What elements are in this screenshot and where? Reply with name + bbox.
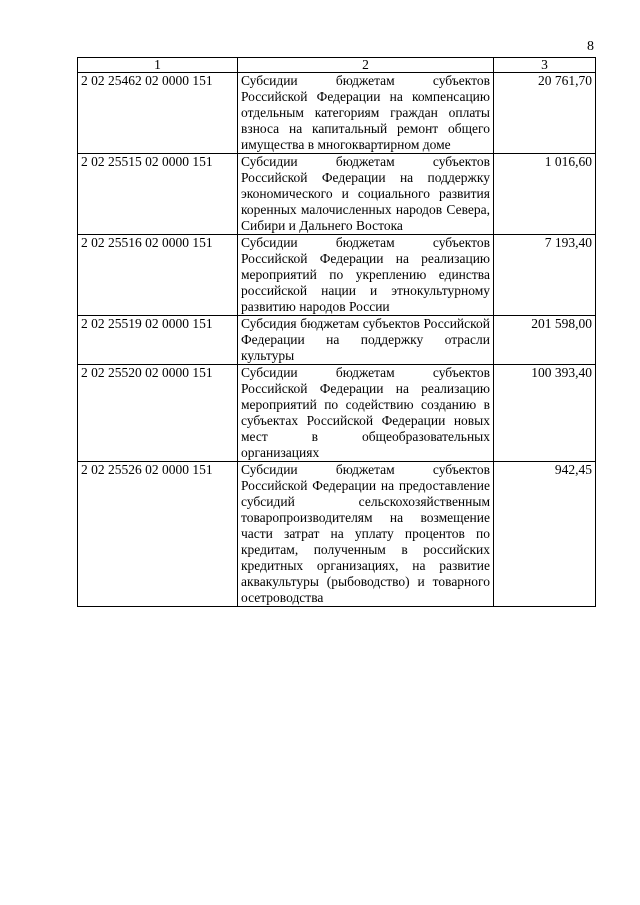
subsidy-description: Субсидия бюджетам субъектов Российской Федерации на поддержку отрасли культуры: [238, 316, 494, 365]
table-row: [78, 154, 596, 235]
table-row: [78, 316, 596, 365]
budget-code: 2 02 25519 02 0000 151: [78, 316, 238, 365]
budget-code: 2 02 25462 02 0000 151: [78, 73, 238, 154]
table-row: [78, 73, 596, 154]
budget-code: 2 02 25526 02 0000 151: [78, 462, 238, 607]
table-row: [78, 462, 596, 607]
amount: 20 761,70: [494, 73, 596, 154]
amount: 201 598,00: [494, 316, 596, 365]
subsidy-description: Субсидии бюджетам субъектов Российской Федерации на реализацию мероприятий по содействию созданию в субъектах Российской Федерации новых мест в общеобразовательных организациях: [238, 365, 494, 462]
column-header-description: 2: [238, 58, 494, 73]
amount: 942,45: [494, 462, 596, 607]
column-header-amount: 3: [494, 58, 596, 73]
table-header-row: [78, 58, 596, 73]
table-row: [78, 235, 596, 316]
subsidy-description: Субсидии бюджетам субъектов Российской Федерации на поддержку экономического и социального развития коренных малочисленных народов Севера, Сибири и Дальнего Востока: [238, 154, 494, 235]
table-row: [78, 365, 596, 462]
amount: 100 393,40: [494, 365, 596, 462]
amount: 1 016,60: [494, 154, 596, 235]
column-header-code: 1: [78, 58, 238, 73]
subsidy-description: Субсидии бюджетам субъектов Российской Федерации на реализацию мероприятий по укреплению единства российской нации и этнокультурному развитию народов России: [238, 235, 494, 316]
budget-code: 2 02 25516 02 0000 151: [78, 235, 238, 316]
amount: 7 193,40: [494, 235, 596, 316]
subsidy-description: Субсидии бюджетам субъектов Российской Федерации на предоставление субсидий сельскохозяйственным товаропроизводителям на возмещение части затрат на уплату процентов по кредитам, полученным в российских кредитных организациях, на развитие аквакультуры (рыбоводство) и товарного осетроводства: [238, 462, 494, 607]
budget-code: 2 02 25520 02 0000 151: [78, 365, 238, 462]
budget-code: 2 02 25515 02 0000 151: [78, 154, 238, 235]
budget-table: [77, 57, 596, 607]
page-number: 8: [587, 39, 594, 54]
subsidy-description: Субсидии бюджетам субъектов Российской Федерации на компенсацию отдельным категориям граждан оплаты взноса на капитальный ремонт общего имущества в многоквартирном доме: [238, 73, 494, 154]
